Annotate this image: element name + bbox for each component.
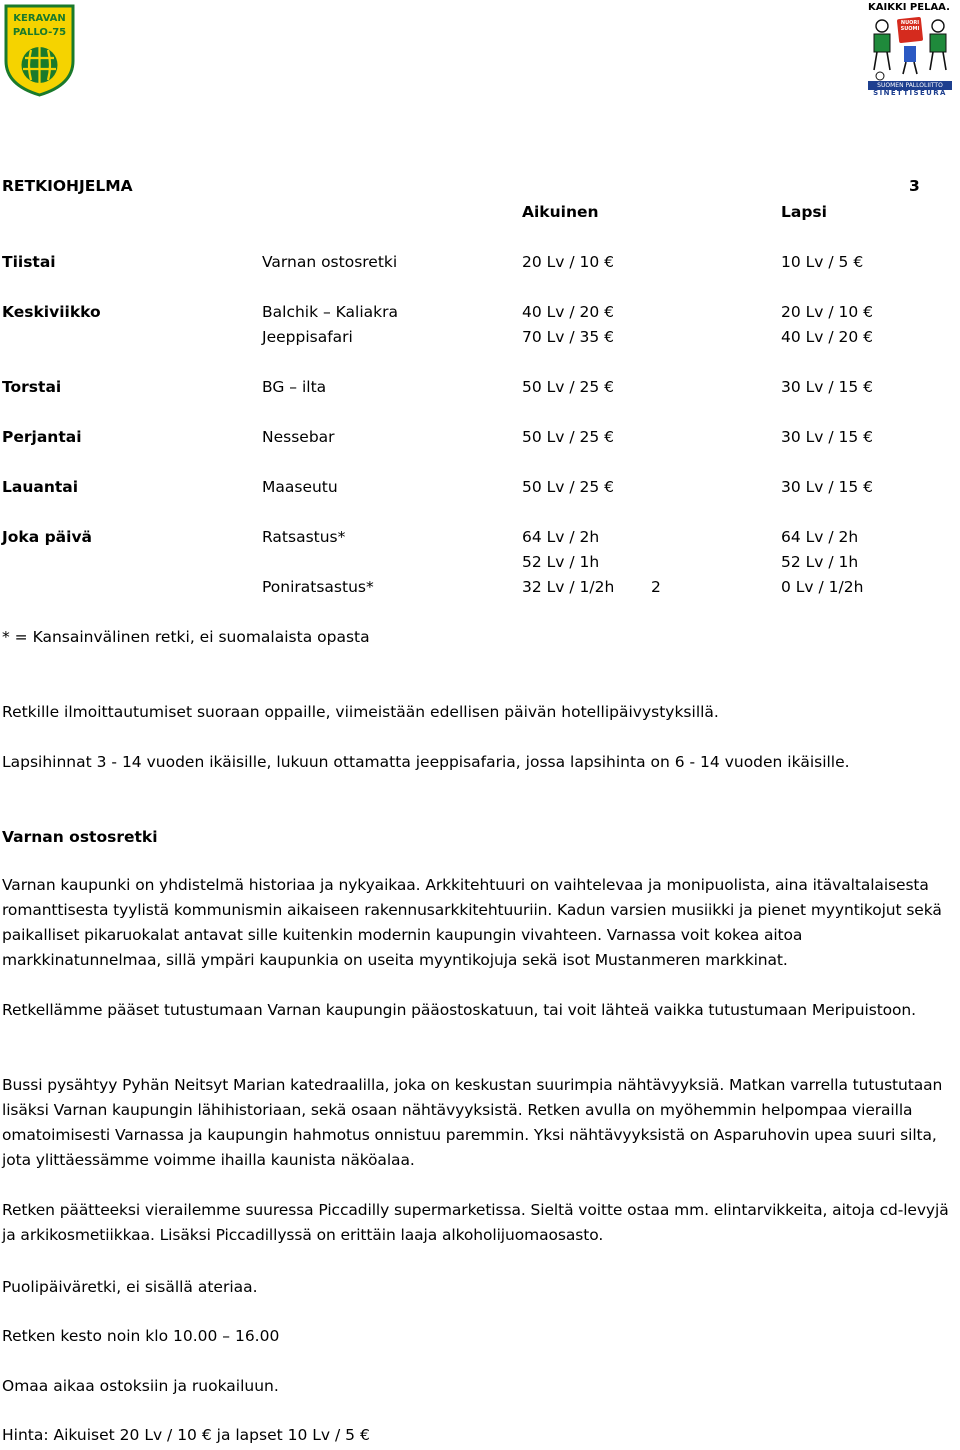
footnote: * = Kansainvälinen retki, ei suomalaista opasta xyxy=(2,628,370,646)
keravan-pallo-logo xyxy=(3,3,76,97)
varna-paragraph-2: Retkellämme pääset tutustumaan Varnan kaupungin pääostoskatuun, tai voit lähteä vaikka tutustumaan Meripuistoon. xyxy=(2,1001,916,1019)
row-extra-mark: 2 xyxy=(651,578,661,596)
row-child-price: 10 Lv / 5 € xyxy=(781,253,864,271)
row-trip: BG – ilta xyxy=(262,378,327,396)
col-header-adult: Aikuinen xyxy=(522,203,599,221)
row-child-price: 30 Lv / 15 € xyxy=(781,378,874,396)
row-adult-price: 70 Lv / 35 € xyxy=(522,328,615,346)
varna-paragraph-7: Omaa aikaa ostoksiin ja ruokailuun. xyxy=(2,1377,279,1395)
row-adult-price: 20 Lv / 10 € xyxy=(522,253,615,271)
row-adult-price: 50 Lv / 25 € xyxy=(522,478,615,496)
row-adult-price: 32 Lv / 1/2h xyxy=(522,578,615,596)
logo-left-line2: PALLO-75 xyxy=(12,27,67,38)
logo-right-sub: SINETTISEURA xyxy=(873,89,947,97)
row-day: Joka päivä xyxy=(2,528,93,546)
varna-paragraph-4: Retken päätteeksi vierailemme suuressa Piccadilly supermarketissa. Sieltä voitte ostaa mm. elintarvikkeita, aitoja cd-levyjä ja arkikosmetiikkaa. Lisäksi Piccadillyssä on erittäin laaja alkoholijuomaosasto. xyxy=(2,1201,949,1244)
row-trip: Maaseutu xyxy=(262,478,338,496)
row-day: Perjantai xyxy=(2,428,82,446)
page-number: 3 xyxy=(909,177,920,195)
row-trip: Balchik – Kaliakra xyxy=(262,303,399,321)
row-trip: Nessebar xyxy=(262,428,335,446)
varna-paragraph-5: Puolipäiväretki, ei sisällä ateriaa. xyxy=(2,1278,258,1296)
varna-paragraph-6: Retken kesto noin klo 10.00 – 16.00 xyxy=(2,1327,280,1345)
kaikki-pelaa-logo xyxy=(868,2,952,96)
row-trip: Varnan ostosretki xyxy=(262,253,398,271)
row-trip: Poniratsastus* xyxy=(262,578,374,596)
page-title: RETKIOHJELMA xyxy=(2,177,133,195)
row-day: Torstai xyxy=(2,378,62,396)
row-adult-price: 50 Lv / 25 € xyxy=(522,378,615,396)
row-adult-price: 64 Lv / 2h xyxy=(522,528,600,546)
row-trip: Jeeppisafari xyxy=(262,328,353,346)
row-day: Lauantai xyxy=(2,478,79,496)
logo-right-title: KAIKKI PELAA. xyxy=(868,2,950,13)
child-price-note: Lapsihinnat 3 - 14 vuoden ikäisille, lukuun ottamatta jeeppisafaria, jossa lapsihinta on 6 - 14 vuoden ikäisille. xyxy=(2,753,850,771)
row-child-price: 52 Lv / 1h xyxy=(781,553,859,571)
row-child-price: 30 Lv / 15 € xyxy=(781,478,874,496)
varna-price: Hinta: Aikuiset 20 Lv / 10 € ja lapset 10 Lv / 5 € xyxy=(2,1426,370,1444)
col-header-child: Lapsi xyxy=(781,203,827,221)
row-day: Keskiviikko xyxy=(2,303,101,321)
row-trip: Ratsastus* xyxy=(262,528,346,546)
row-adult-price: 40 Lv / 20 € xyxy=(522,303,615,321)
row-child-price: 0 Lv / 1/2h xyxy=(781,578,864,596)
logo-left-line1: KERAVAN xyxy=(13,13,66,24)
row-child-price: 40 Lv / 20 € xyxy=(781,328,874,346)
row-child-price: 30 Lv / 15 € xyxy=(781,428,874,446)
nuori-suomi-badge: NUORI SUOMI xyxy=(900,20,920,32)
row-adult-price: 50 Lv / 25 € xyxy=(522,428,615,446)
row-day: Tiistai xyxy=(2,253,56,271)
row-child-price: 64 Lv / 2h xyxy=(781,528,859,546)
row-child-price: 20 Lv / 10 € xyxy=(781,303,874,321)
row-adult-price: 52 Lv / 1h xyxy=(522,553,600,571)
varna-paragraph-1: Varnan kaupunki on yhdistelmä historiaa ja nykyaikaa. Arkkitehtuuri on vaihtelevaa ja monipuolista, aina itävaltalaisesta romanttisesta tyylistä kommunismin aikaiseen rakennusarkkitehtuuriin. Kadun varsien musiikki ja pienet myyntikojut sekä paikalliset pikaruokalat antavat sille kuitenkin modernin kaupungin vivahteen. Varnassa voit kokea aitoa markkinatunnelmaa, sillä ympäri kaupunkia on useita myyntikojuja sekä isot Mustanmeren markkinat. xyxy=(2,876,942,969)
logo-right-ribbon: SUOMEN PALLOLIITTO xyxy=(868,81,952,90)
registration-note: Retkille ilmoittautumiset suoraan oppaille, viimeistään edellisen päivän hotellipäivystyksillä. xyxy=(2,703,719,721)
varna-paragraph-3: Bussi pysähtyy Pyhän Neitsyt Marian katedraalilla, joka on keskustan suurimpia nähtävyyksiä. Matkan varrella tutustutaan lisäksi Varnan kaupungin lähihistoriaan, sekä osaan nähtävyyksistä. Retken avulla on myöhemmin helpompaa vierailla omatoimisesti Varnassa ja kaupungin hahmotus onnistuu paremmin. Yksi nähtävyyksistä on Asparuhovin upea suuri silta, jota ylittäessämme voimme ihailla kaunista näköalaa. xyxy=(2,1076,943,1169)
varna-heading: Varnan ostosretki xyxy=(2,828,158,846)
